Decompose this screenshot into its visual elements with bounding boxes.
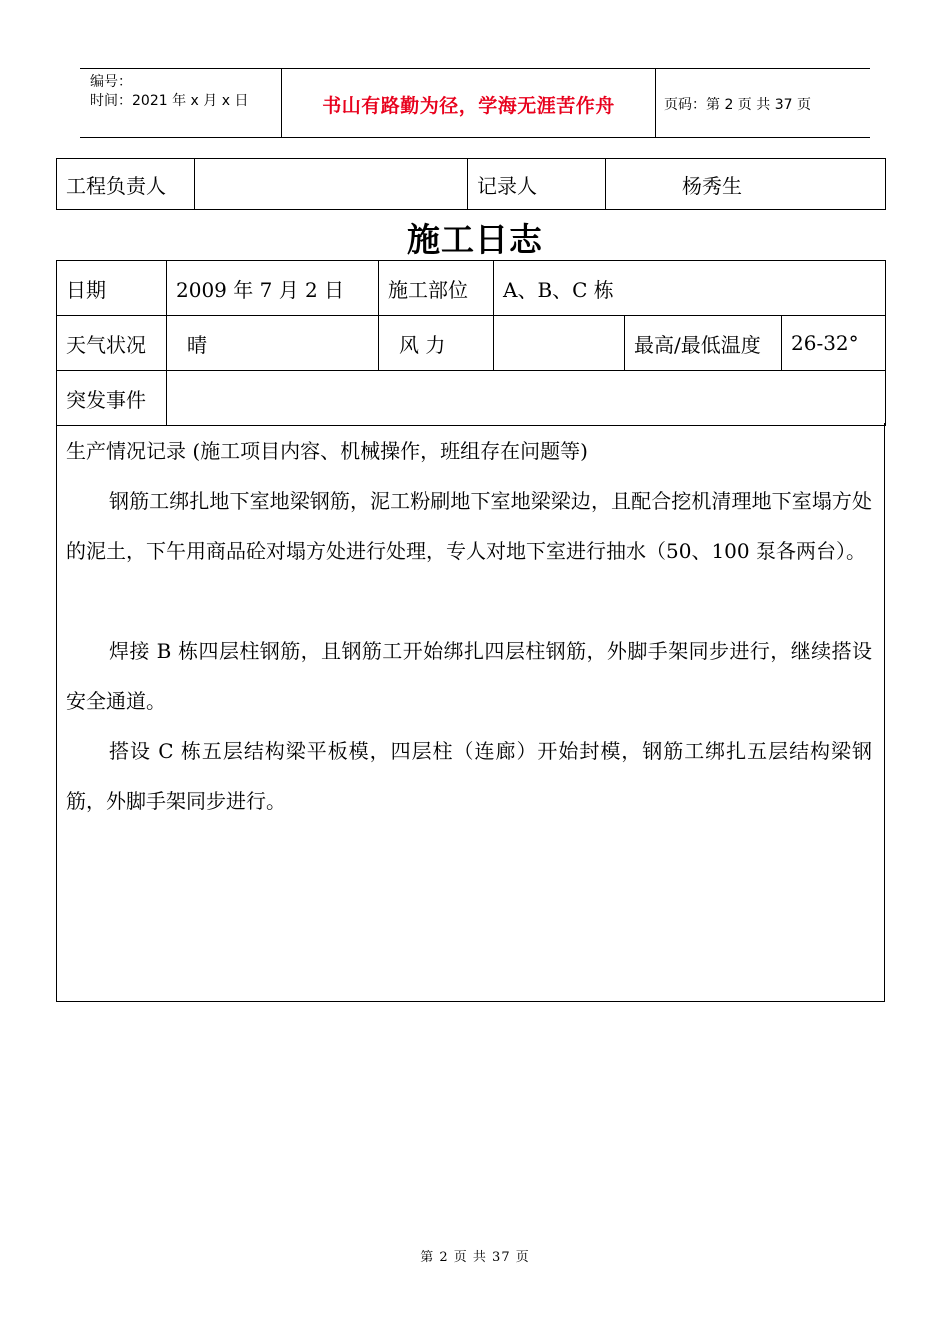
- manager-label: 工程负责人: [57, 159, 195, 210]
- temp-value: 26-32°: [782, 316, 886, 371]
- header-motto-cell: [281, 69, 656, 137]
- recorder-label: 记录人: [468, 159, 606, 210]
- weather-label: 天气状况: [57, 316, 167, 371]
- log-info-table: [56, 260, 886, 426]
- date-label: 日期: [57, 261, 167, 316]
- record-paragraph: 搭设 C 栋五层结构梁平板模，四层柱（连廊）开始封模，钢筋工绑扎五层结构梁钢筋，外脚手架同步进行。: [66, 739, 872, 813]
- record-heading: 生产情况记录 (施工项目内容、机械操作，班组存在问题等): [66, 439, 588, 463]
- page-info: 页码：第 2 页 共 37 页: [664, 97, 811, 113]
- incident-label: 突发事件: [57, 371, 167, 426]
- number-label: 编号：: [90, 74, 132, 90]
- record-paragraph: 焊接 B 栋四层柱钢筋，且钢筋工开始绑扎四层柱钢筋，外脚手架同步进行，继续搭设安全通道。: [66, 639, 872, 713]
- page-title: 施工日志: [407, 220, 543, 259]
- wind-label: 风 力: [379, 316, 494, 371]
- recorder-value: 杨秀生: [606, 159, 886, 210]
- header-page-cell: [656, 69, 870, 137]
- record-paragraph: 钢筋工绑扎地下室地梁钢筋，泥工粉刷地下室地梁梁边，且配合挖机清理地下室塌方处的泥土，下午用商品砼对塌方处进行处理，专人对地下室进行抽水（50、100 泵各两台）。: [66, 489, 872, 563]
- document-header: [80, 68, 870, 138]
- location-label: 施工部位: [379, 261, 494, 316]
- production-record: [56, 423, 885, 1002]
- wind-value: [494, 316, 625, 371]
- page-footer: 第 2 页 共 37 页: [420, 1250, 530, 1265]
- incident-value: [167, 371, 886, 426]
- responsibility-table: [56, 158, 886, 210]
- time-label: 时间：2021 年 x 月 x 日: [90, 93, 249, 109]
- temp-label: 最高/最低温度: [625, 316, 782, 371]
- location-value: A、B、C 栋: [494, 261, 886, 316]
- motto-text: 书山有路勤为径，学海无涯苦作舟: [322, 95, 615, 117]
- manager-value: [195, 159, 468, 210]
- header-meta: [80, 69, 281, 137]
- weather-value: 晴: [167, 316, 379, 371]
- date-value: 2009 年 7 月 2 日: [167, 261, 379, 316]
